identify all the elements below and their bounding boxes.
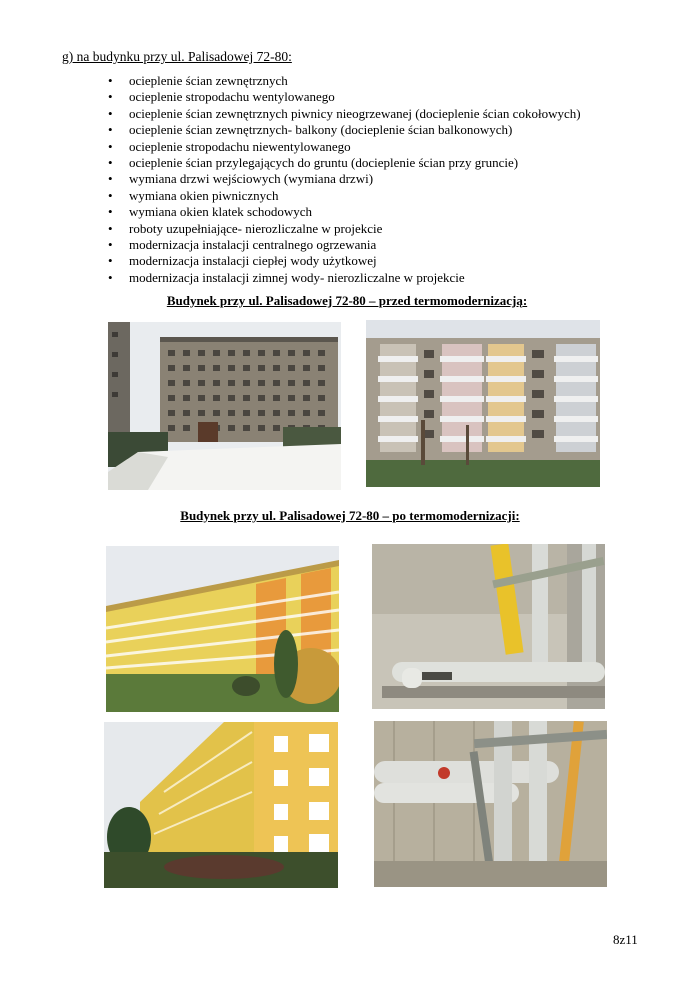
page-number: 8z11 xyxy=(613,932,638,947)
photo-after-pipes-1 xyxy=(372,544,605,709)
photo-after-yellow-facade xyxy=(106,546,339,712)
photo-before-winter xyxy=(108,322,341,490)
section-heading: g) na budynku przy ul. Palisadowej 72-80: xyxy=(62,49,292,64)
building-balconies-photo xyxy=(366,320,600,487)
list-item: • wymiana drzwi wejściowych (wymiana drzwi) xyxy=(108,171,374,187)
list-item: • modernizacja instalacji zimnej wody- nierozliczalne w projekcie xyxy=(108,269,465,285)
bullet-icon: • xyxy=(108,187,113,203)
bullet-icon: • xyxy=(108,204,113,220)
list-item: • ocieplenie ścian zewnętrznych- balkony (docieplenie ścian balkonowych) xyxy=(108,122,513,138)
insulated-pipes-photo xyxy=(372,544,605,709)
yellow-building-corner-photo xyxy=(104,722,338,888)
list-item: • modernizacja instalacji ciepłej wody użytkowej xyxy=(108,253,377,269)
bullet-icon: • xyxy=(108,155,113,171)
bullet-icon: • xyxy=(108,105,113,121)
bullet-icon: • xyxy=(108,122,113,138)
list-item: • ocieplenie ścian przylegających do gruntu (docieplenie ścian przy gruncie) xyxy=(108,155,519,171)
bullet-icon: • xyxy=(108,269,113,285)
bullet-icon: • xyxy=(108,237,113,253)
bullet-icon: • xyxy=(108,138,113,154)
bullet-icon: • xyxy=(108,73,113,88)
list-item: • modernizacja instalacji centralnego ogrzewania xyxy=(108,237,377,253)
list-item: • ocieplenie ścian zewnętrznych piwnicy nieogrzewanej (docieplenie ścian cokołowych) xyxy=(108,105,581,121)
photo-before-balconies xyxy=(366,320,600,487)
bullet-icon: • xyxy=(108,171,113,187)
bullet-icon: • xyxy=(108,89,113,105)
yellow-building-photo xyxy=(106,546,339,712)
list-item: • ocieplenie stropodachu niewentylowanego xyxy=(108,138,351,154)
list-item: • wymiana okien klatek schodowych xyxy=(108,204,313,220)
list-item: • wymiana okien piwnicznych xyxy=(108,187,279,203)
bullet-icon: • xyxy=(108,253,113,269)
building-snow-photo xyxy=(108,322,341,490)
list-item: • ocieplenie stropodachu wentylowanego xyxy=(108,89,335,105)
photo-after-pipes-2 xyxy=(374,721,607,887)
bullet-icon: • xyxy=(108,220,113,236)
list-item: • roboty uzupełniające- nierozliczalne w projekcie xyxy=(108,220,383,236)
caption-after: Budynek przy ul. Palisadowej 72-80 – po termomodernizacji: xyxy=(180,508,520,523)
works-list xyxy=(108,73,581,286)
list-item: • ocieplenie ścian zewnętrznych xyxy=(108,73,288,88)
insulated-pipes-photo xyxy=(374,721,607,887)
caption-before: Budynek przy ul. Palisadowej 72-80 – przed termomodernizacją: xyxy=(166,293,528,308)
photo-after-yellow-corner xyxy=(104,722,338,888)
